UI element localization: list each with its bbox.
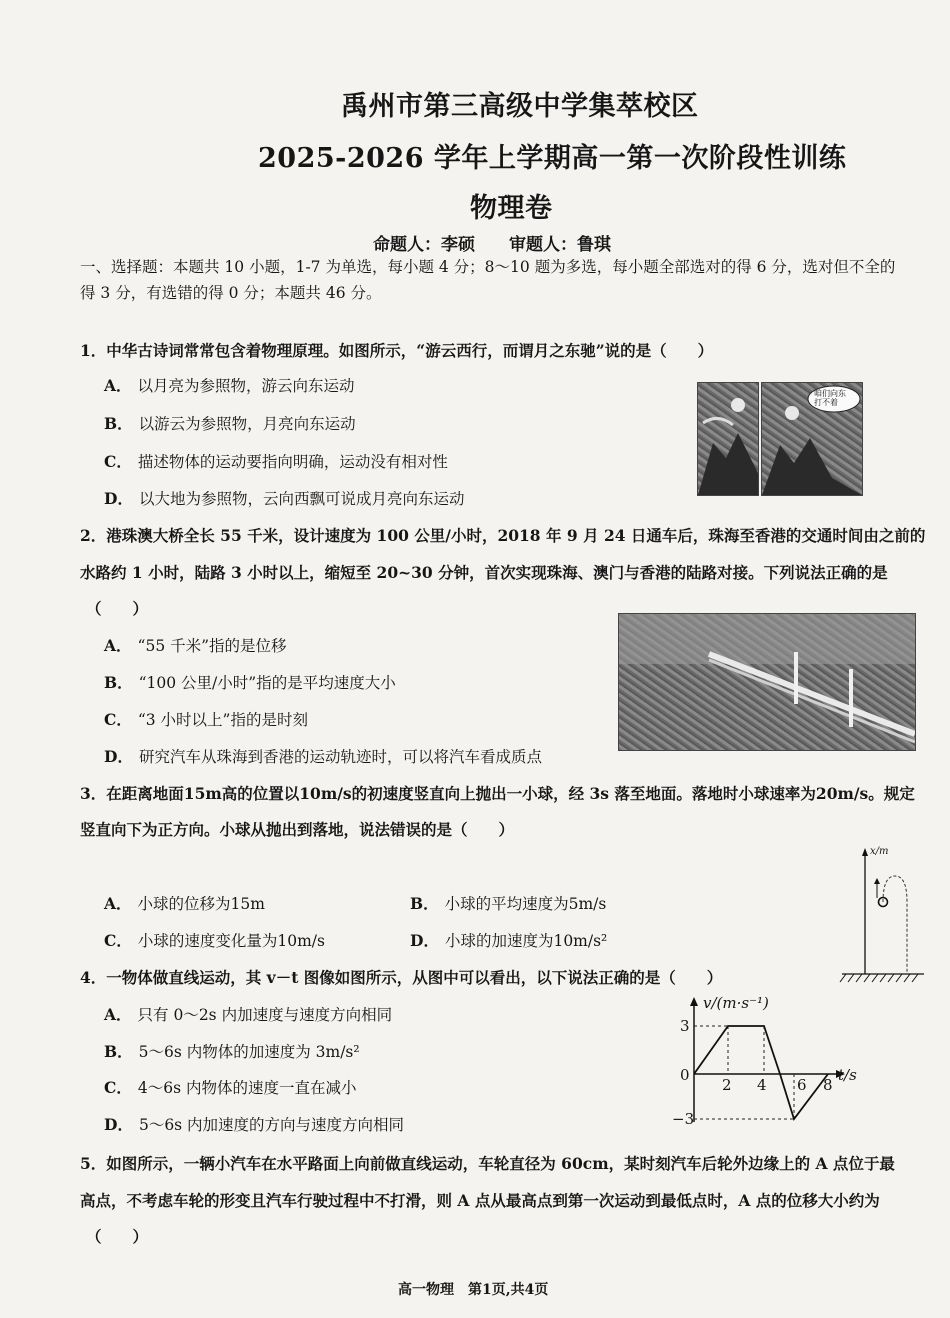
q2-stem-line3: （ ） <box>86 599 149 618</box>
q1-comic-panel-right <box>761 382 863 496</box>
option-letter: B． <box>104 673 133 692</box>
authors-line: 命题人：李硕 审题人：鲁琪 <box>373 235 611 255</box>
school-title: 禹州市第三高级中学集萃校区 <box>341 91 699 122</box>
page-footer: 高一物理 第1页,共4页 <box>398 1282 549 1298</box>
option-text: 研究汽车从珠海到香港的运动轨迹时，可以将汽车看成质点 <box>138 748 542 766</box>
option-text: “3 小时以上”指的是时刻 <box>137 711 308 729</box>
q5-stem-line3: （ ） <box>86 1227 149 1246</box>
exam-title: 2025-2026 学年上学期高一第一次阶段性训练 <box>258 143 847 174</box>
q4-vt-graph <box>668 994 868 1134</box>
q3-option-b <box>410 892 606 914</box>
q4-tick-y-pos: 3 <box>680 1017 690 1035</box>
q4-xlabel: t/s <box>838 1066 857 1084</box>
q3-axis-label: x/m <box>870 846 889 857</box>
mountain-moon-illustration <box>698 383 758 495</box>
q1-stem: 1．中华古诗词常常包含着物理原理。如图所示，“游云西行，而谓月之东驰”说的是（ ） <box>80 341 714 360</box>
subject-title: 物理卷 <box>470 193 553 224</box>
q2-stem-line1: 2．港珠澳大桥全长 55 千米，设计速度为 100 公里/小时，2018 年 9 月 24 日通车后，珠海至香港的交通时间由之前的 <box>80 526 926 545</box>
option-text: 小球的加速度为10m/s² <box>444 932 608 950</box>
option-letter: B． <box>104 1042 133 1061</box>
q3-option-a <box>104 892 265 914</box>
q4-option-a <box>104 1003 392 1025</box>
q4-option-b <box>104 1040 360 1062</box>
q1-option-c <box>104 450 448 472</box>
option-letter: D． <box>104 489 133 508</box>
q1-option-d <box>104 487 464 509</box>
option-text: 描述物体的运动要指向明确，运动没有相对性 <box>137 453 448 471</box>
q5-stem-line2: 高点，不考虑车轮的形变且汽车行驶过程中不打滑，则 A 点从最高点到第一次运动到最低点时，A 点的位移大小约为 <box>80 1191 880 1210</box>
option-letter: C． <box>104 931 132 950</box>
option-letter: D． <box>104 747 133 766</box>
q1-option-b <box>104 412 356 434</box>
q2-option-a <box>104 634 287 656</box>
q2-option-b <box>104 671 396 693</box>
option-letter: D． <box>104 1115 133 1134</box>
q2-option-d <box>104 745 542 767</box>
option-letter: C． <box>104 1078 132 1097</box>
bridge-illustration <box>619 614 915 750</box>
option-letter: B． <box>104 414 133 433</box>
option-letter: B． <box>410 894 439 913</box>
option-text: 5～6s 内加速度的方向与速度方向相同 <box>138 1116 405 1134</box>
option-text: 以大地为参照物，云向西飘可说成月亮向东运动 <box>138 490 465 508</box>
option-text: “100 公里/小时”指的是平均速度大小 <box>138 674 396 692</box>
option-letter: A． <box>104 1005 132 1024</box>
q3-throw-diagram <box>838 846 928 984</box>
option-letter: C． <box>104 452 132 471</box>
q1-option-a <box>104 374 355 396</box>
q2-option-c <box>104 708 308 730</box>
q4-tick-y-zero: 0 <box>680 1066 690 1084</box>
section-intro-line1: 一、选择题：本题共 10 小题，1-7 为单选，每小题 4 分；8～10 题为多选，每小题全部选对的得 6 分，选对但不全的 <box>80 258 896 276</box>
q4-ylabel: v/(m·s⁻¹) <box>703 994 769 1012</box>
q1-comic-panel-left <box>697 382 759 496</box>
option-text: 以游云为参照物，月亮向东运动 <box>138 415 356 433</box>
q4-tick-x-4: 4 <box>757 1076 767 1094</box>
q5-stem-line1: 5．如图所示，一辆小汽车在水平路面上向前做直线运动，车轮直径为 60cm，某时刻汽车后轮外边缘上的 A 点位于最 <box>80 1154 895 1173</box>
q2-bridge-photo <box>618 613 916 751</box>
q4-tick-y-neg: −3 <box>672 1110 695 1128</box>
option-letter: A． <box>104 636 132 655</box>
mountain-moon-illustration <box>762 383 862 495</box>
option-text: 小球的位移为15m <box>137 895 265 913</box>
q4-tick-x-8: 8 <box>823 1076 833 1094</box>
option-letter: C． <box>104 710 132 729</box>
q2-stem-line2: 水路约 1 小时，陆路 3 小时以上，缩短至 20~30 分钟，首次实现珠海、澳门与香港的陆路对接。下列说法正确的是 <box>80 563 888 582</box>
q4-tick-x-2: 2 <box>722 1076 732 1094</box>
option-text: “55 千米”指的是位移 <box>137 637 287 655</box>
speech-bubble-text: 咱们向东 打不着 <box>814 389 846 407</box>
vt-line <box>694 1026 828 1119</box>
q4-option-c <box>104 1076 356 1098</box>
option-text: 4～6s 内物体的速度一直在减小 <box>137 1079 357 1097</box>
q3-option-c <box>104 929 325 951</box>
option-text: 小球的速度变化量为10m/s <box>137 932 325 950</box>
q4-stem: 4．一物体做直线运动，其 v－t 图像如图所示，从图中可以看出，以下说法正确的是（ ） <box>80 968 723 987</box>
section-intro-line2: 得 3 分，有选错的得 0 分；本题共 46 分。 <box>80 284 382 302</box>
option-letter: D． <box>410 931 439 950</box>
option-letter: A． <box>104 376 132 395</box>
q3-stem-line2: 竖直向下为正方向。小球从抛出到落地，说法错误的是（ ） <box>80 820 515 839</box>
option-text: 以月亮为参照物，游云向东运动 <box>137 377 355 395</box>
option-text: 小球的平均速度为5m/s <box>444 895 607 913</box>
q3-stem-line1: 3．在距离地面15m高的位置以10m/s的初速度竖直向上抛出一小球，经 3s 落至地面。落地时小球速率为20m/s。规定 <box>80 784 915 803</box>
option-letter: A． <box>104 894 132 913</box>
q3-option-d <box>410 929 607 951</box>
option-text: 5～6s 内物体的加速度为 3m/s² <box>138 1043 360 1061</box>
q4-tick-x-6: 6 <box>797 1076 807 1094</box>
option-text: 只有 0～2s 内加速度与速度方向相同 <box>137 1006 393 1024</box>
q4-option-d <box>104 1113 404 1135</box>
